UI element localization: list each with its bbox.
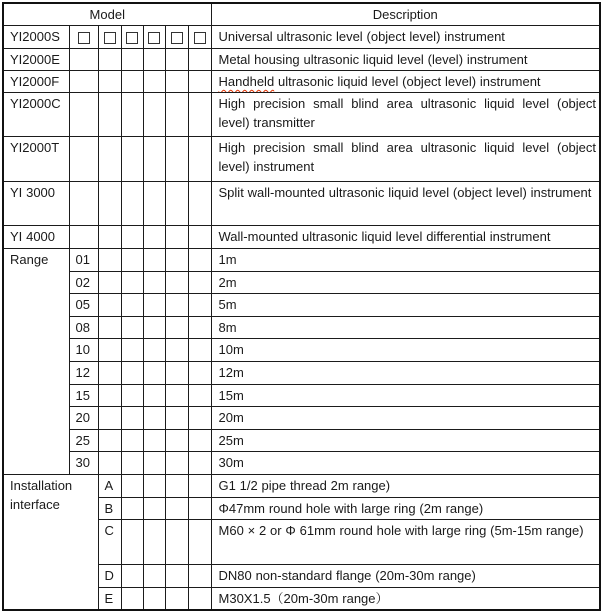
table-row (3, 93, 600, 137)
table-row (3, 361, 600, 384)
empty-checkbox-icon[interactable] (126, 32, 138, 44)
checkbox-cell (165, 226, 188, 249)
empty-option-cell (165, 361, 188, 384)
empty-option-cell (188, 519, 211, 564)
empty-option-cell (143, 497, 165, 519)
empty-option-cell (121, 271, 143, 294)
description-header-cell: Description (211, 3, 600, 26)
empty-option-cell (121, 587, 143, 610)
empty-option-cell (121, 452, 143, 475)
description-cell: 2m (211, 271, 600, 294)
empty-option-cell (188, 429, 211, 452)
range-code-cell: 15 (69, 384, 98, 407)
checkbox-cell (188, 137, 211, 182)
checkbox-cell (188, 49, 211, 71)
interface-code-cell: C (98, 519, 121, 564)
empty-checkbox-icon[interactable] (171, 32, 183, 44)
empty-option-cell (143, 452, 165, 475)
empty-option-cell (165, 316, 188, 339)
model-name-cell: YI2000T (3, 137, 69, 182)
empty-option-cell (188, 316, 211, 339)
checkbox-cell (188, 226, 211, 249)
range-code-cell: 25 (69, 429, 98, 452)
model-selection-table (2, 2, 601, 611)
description-cell: 1m (211, 249, 600, 272)
table-row (3, 316, 600, 339)
model-name-cell: YI2000E (3, 49, 69, 71)
empty-option-cell (98, 407, 121, 430)
checkbox-cell (98, 182, 121, 226)
empty-option-cell (165, 587, 188, 610)
checkbox-cell (143, 71, 165, 93)
description-cell: M30X1.5（20m-30m range） (211, 587, 600, 610)
model-header-cell: Model (3, 3, 211, 26)
description-cell: Φ47mm round hole with large ring (2m range) (211, 497, 600, 519)
empty-option-cell (188, 294, 211, 317)
table-row (3, 294, 600, 317)
empty-option-cell (188, 384, 211, 407)
empty-option-cell (143, 249, 165, 272)
empty-option-cell (165, 294, 188, 317)
table-row (3, 71, 600, 93)
installation-label-cell: Installation interface (3, 474, 98, 610)
description-cell: 15m (211, 384, 600, 407)
checkbox-cell (98, 226, 121, 249)
empty-option-cell (121, 497, 143, 519)
range-code-cell: 05 (69, 294, 98, 317)
checkbox-cell (121, 93, 143, 137)
empty-option-cell (143, 294, 165, 317)
empty-option-cell (165, 339, 188, 362)
range-code-cell: 20 (69, 407, 98, 430)
description-cell: Split wall-mounted ultrasonic liquid level (object level) instrument (211, 182, 600, 226)
empty-option-cell (165, 474, 188, 497)
misspelled-word: Handheld (218, 74, 275, 89)
empty-option-cell (188, 474, 211, 497)
checkbox-cell (98, 26, 121, 49)
empty-option-cell (98, 316, 121, 339)
empty-option-cell (121, 249, 143, 272)
empty-option-cell (143, 407, 165, 430)
empty-option-cell (188, 361, 211, 384)
description-cell: 10m (211, 339, 600, 362)
description-cell: 8m (211, 316, 600, 339)
range-code-cell: 12 (69, 361, 98, 384)
checkbox-cell (143, 93, 165, 137)
empty-option-cell (188, 497, 211, 519)
checkbox-cell (121, 71, 143, 93)
empty-checkbox-icon[interactable] (78, 32, 90, 44)
description-cell: 12m (211, 361, 600, 384)
empty-option-cell (188, 564, 211, 587)
table-row (3, 271, 600, 294)
empty-option-cell (121, 316, 143, 339)
model-name-cell: YI2000F (3, 71, 69, 93)
empty-option-cell (165, 452, 188, 475)
empty-option-cell (143, 564, 165, 587)
description-cell: 30m (211, 452, 600, 475)
description-cell: Universal ultrasonic level (object level) instrument (211, 26, 600, 49)
empty-option-cell (143, 384, 165, 407)
range-code-cell: 01 (69, 249, 98, 272)
checkbox-cell (98, 137, 121, 182)
empty-option-cell (143, 429, 165, 452)
checkbox-cell (143, 49, 165, 71)
table-row (3, 429, 600, 452)
checkbox-cell (165, 182, 188, 226)
empty-option-cell (98, 271, 121, 294)
description-cell: G1 1/2 pipe thread 2m range) (211, 474, 600, 497)
checkbox-cell (121, 49, 143, 71)
header-row (3, 3, 600, 26)
model-name-cell: YI2000C (3, 93, 69, 137)
description-cell: 25m (211, 429, 600, 452)
range-code-cell: 02 (69, 271, 98, 294)
table-row (3, 452, 600, 475)
empty-option-cell (121, 407, 143, 430)
checkbox-cell (143, 26, 165, 49)
range-code-cell: 10 (69, 339, 98, 362)
table-row (3, 249, 600, 272)
model-name-cell: YI 3000 (3, 182, 69, 226)
checkbox-cell (121, 137, 143, 182)
checkbox-cell (69, 49, 98, 71)
checkbox-cell (69, 182, 98, 226)
empty-option-cell (165, 564, 188, 587)
checkbox-cell (188, 26, 211, 49)
empty-option-cell (121, 519, 143, 564)
checkbox-cell (188, 93, 211, 137)
checkbox-cell (143, 182, 165, 226)
empty-option-cell (165, 429, 188, 452)
table-row (3, 474, 600, 497)
checkbox-cell (69, 26, 98, 49)
empty-option-cell (98, 361, 121, 384)
checkbox-cell (165, 49, 188, 71)
description-cell: M60 × 2 or Φ 61mm round hole with large ring (5m-15m range) (211, 519, 600, 564)
empty-checkbox-icon[interactable] (148, 32, 160, 44)
table-row (3, 26, 600, 49)
table-row (3, 49, 600, 71)
empty-option-cell (143, 361, 165, 384)
empty-option-cell (188, 587, 211, 610)
checkbox-cell (188, 182, 211, 226)
description-cell: High precision small blind area ultrasonic liquid level (object level) instrument (211, 137, 600, 182)
empty-option-cell (121, 339, 143, 362)
interface-code-cell: A (98, 474, 121, 497)
description-cell: Wall-mounted ultrasonic liquid level differential instrument (211, 226, 600, 249)
model-name-cell: YI2000S (3, 26, 69, 49)
empty-option-cell (143, 519, 165, 564)
empty-option-cell (165, 384, 188, 407)
empty-checkbox-icon[interactable] (194, 32, 206, 44)
empty-option-cell (165, 519, 188, 564)
checkbox-cell (98, 71, 121, 93)
empty-checkbox-icon[interactable] (104, 32, 116, 44)
empty-option-cell (188, 249, 211, 272)
empty-option-cell (98, 249, 121, 272)
checkbox-cell (121, 26, 143, 49)
checkbox-cell (143, 226, 165, 249)
empty-option-cell (165, 497, 188, 519)
range-code-cell: 30 (69, 452, 98, 475)
empty-option-cell (98, 384, 121, 407)
empty-option-cell (143, 316, 165, 339)
empty-option-cell (121, 564, 143, 587)
range-label-cell: Range (3, 249, 69, 475)
empty-option-cell (121, 474, 143, 497)
empty-option-cell (188, 407, 211, 430)
table-row (3, 384, 600, 407)
empty-option-cell (188, 452, 211, 475)
description-cell: Metal housing ultrasonic liquid level (level) instrument (211, 49, 600, 71)
empty-option-cell (121, 294, 143, 317)
checkbox-cell (98, 49, 121, 71)
description-cell: DN80 non-standard flange (20m-30m range) (211, 564, 600, 587)
empty-option-cell (143, 271, 165, 294)
empty-option-cell (143, 339, 165, 362)
empty-option-cell (121, 384, 143, 407)
empty-option-cell (165, 407, 188, 430)
checkbox-cell (69, 71, 98, 93)
empty-option-cell (188, 339, 211, 362)
empty-option-cell (121, 361, 143, 384)
checkbox-cell (188, 71, 211, 93)
empty-option-cell (98, 294, 121, 317)
table-row (3, 407, 600, 430)
description-cell: High precision small blind area ultrasonic liquid level (object level) transmitter (211, 93, 600, 137)
empty-option-cell (165, 271, 188, 294)
interface-code-cell: E (98, 587, 121, 610)
table-row (3, 182, 600, 226)
table-row (3, 339, 600, 362)
empty-option-cell (165, 249, 188, 272)
checkbox-cell (143, 137, 165, 182)
checkbox-cell (121, 182, 143, 226)
empty-option-cell (143, 587, 165, 610)
range-code-cell: 08 (69, 316, 98, 339)
checkbox-cell (165, 93, 188, 137)
checkbox-cell (98, 93, 121, 137)
checkbox-cell (165, 137, 188, 182)
description-cell: 5m (211, 294, 600, 317)
interface-code-cell: D (98, 564, 121, 587)
description-cell: 20m (211, 407, 600, 430)
empty-option-cell (121, 429, 143, 452)
checkbox-cell (165, 26, 188, 49)
table-row (3, 137, 600, 182)
empty-option-cell (98, 452, 121, 475)
description-cell: Handheld ultrasonic liquid level (object level) instrument (211, 71, 600, 93)
empty-option-cell (98, 429, 121, 452)
model-name-cell: YI 4000 (3, 226, 69, 249)
interface-code-cell: B (98, 497, 121, 519)
checkbox-cell (69, 226, 98, 249)
empty-option-cell (188, 271, 211, 294)
table-row (3, 226, 600, 249)
empty-option-cell (143, 474, 165, 497)
checkbox-cell (69, 137, 98, 182)
checkbox-cell (121, 226, 143, 249)
checkbox-cell (69, 93, 98, 137)
empty-option-cell (98, 339, 121, 362)
checkbox-cell (165, 71, 188, 93)
